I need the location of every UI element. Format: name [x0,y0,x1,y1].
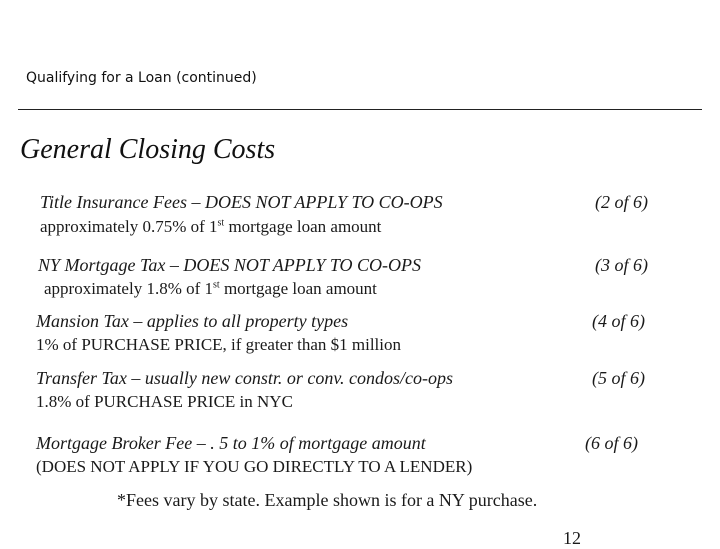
item-detail: (DOES NOT APPLY IF YOU GO DIRECTLY TO A LENDER) [36,457,473,476]
item-detail: approximately 1.8% of 1st mortgage loan amount [44,279,377,298]
item-title-mortgage-broker-fee: Mortgage Broker Fee – . 5 to 1% of mortgage amount [36,433,426,453]
item-count: (6 of 6) [585,433,638,453]
item-title-ny-mortgage-tax: NY Mortgage Tax – DOES NOT APPLY TO CO-OPS [38,255,422,275]
item-title-transfer-tax: Transfer Tax – usually new constr. or conv. condos/co-ops [36,368,453,388]
item-count: (5 of 6) [592,368,645,388]
page-number: 12 [563,528,581,548]
item-title-mansion-tax: Mansion Tax – applies to all property types [36,311,349,331]
header-title: Qualifying for a Loan (continued) [26,70,257,86]
slide-title: General Closing Costs [20,134,276,165]
header-divider [18,109,702,110]
item-count: (4 of 6) [592,311,645,331]
item-count: (3 of 6) [595,255,648,275]
item-detail: approximately 0.75% of 1st mortgage loan amount [40,217,382,236]
item-detail: 1.8% of PURCHASE PRICE in NYC [36,392,293,411]
item-detail: 1% of PURCHASE PRICE, if greater than $1 million [36,335,402,354]
item-count: (2 of 6) [595,192,648,212]
item-title-title-insurance: Title Insurance Fees – DOES NOT APPLY TO CO-OPS [40,192,443,212]
footnote: *Fees vary by state. Example shown is for a NY purchase. [117,490,538,510]
